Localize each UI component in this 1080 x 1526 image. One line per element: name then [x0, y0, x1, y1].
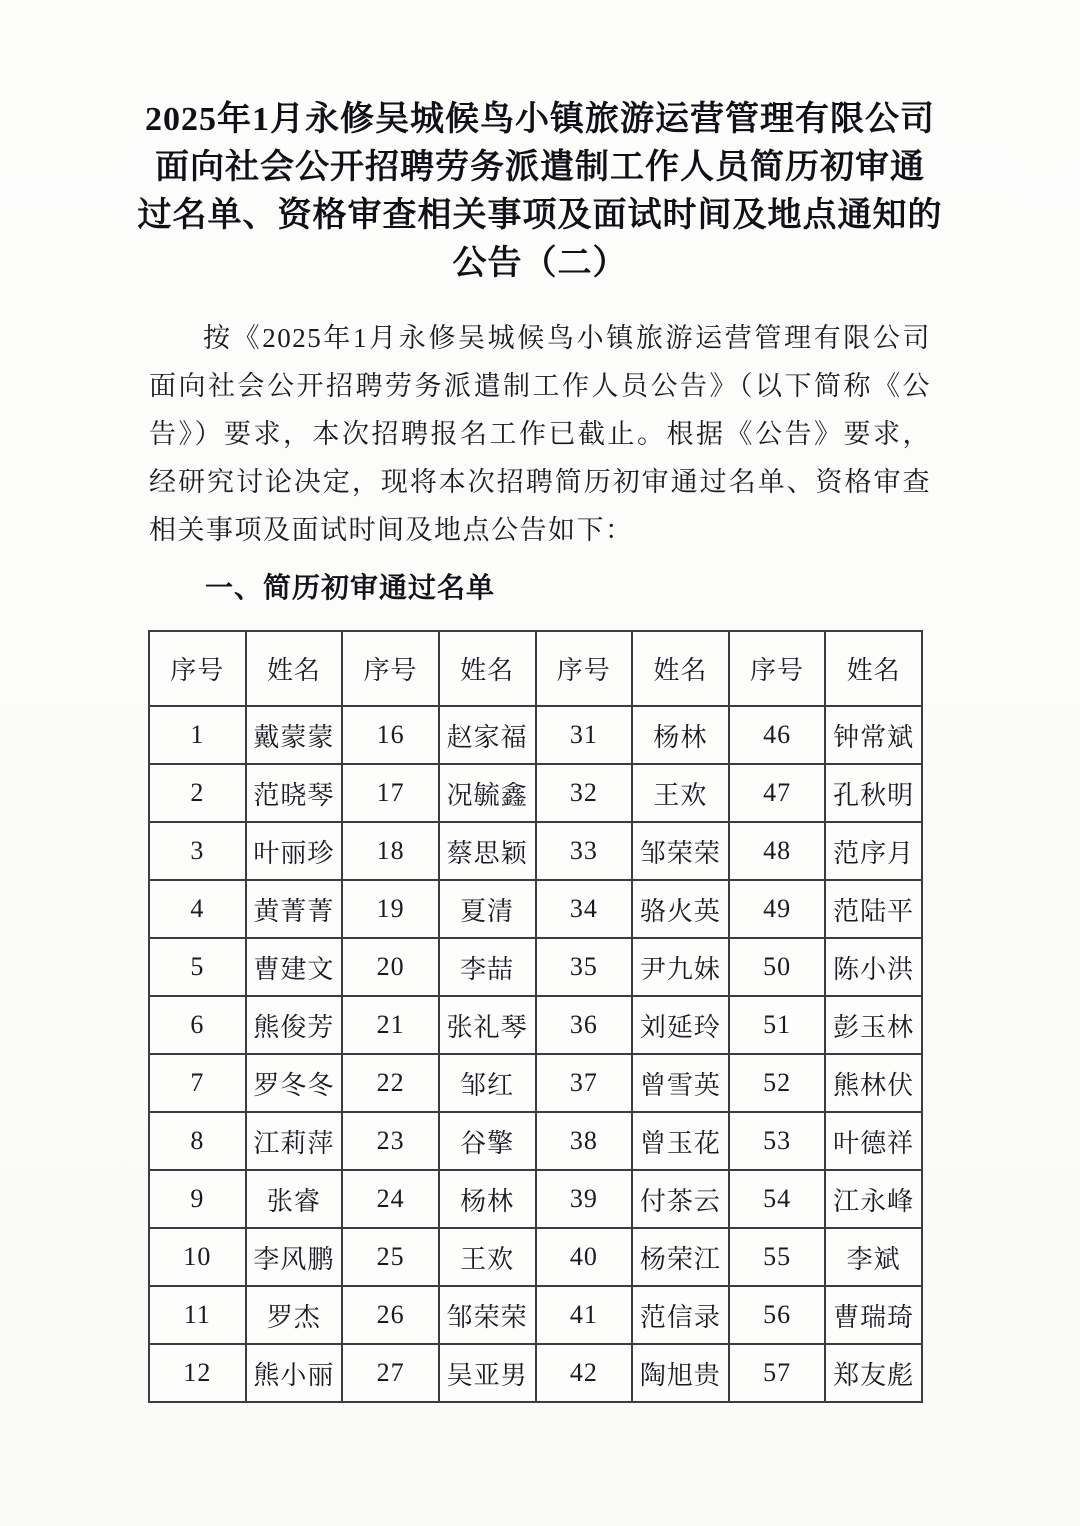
name-cell: 尹九妹	[632, 938, 729, 996]
name-cell: 谷擎	[439, 1112, 536, 1170]
serial-cell: 27	[342, 1344, 439, 1402]
name-cell: 曾玉花	[632, 1112, 729, 1170]
serial-cell: 49	[729, 880, 826, 938]
serial-cell: 5	[149, 938, 246, 996]
table-row	[149, 1112, 922, 1170]
serial-cell: 11	[149, 1286, 246, 1344]
name-cell: 刘延玲	[632, 996, 729, 1054]
name-cell: 骆火英	[632, 880, 729, 938]
name-cell: 叶丽珍	[246, 822, 343, 880]
serial-cell: 20	[342, 938, 439, 996]
serial-cell: 54	[729, 1170, 826, 1228]
name-cell: 范序月	[825, 822, 922, 880]
serial-cell: 46	[729, 706, 826, 764]
name-cell: 熊林伏	[825, 1054, 922, 1112]
serial-cell: 1	[149, 706, 246, 764]
serial-cell: 19	[342, 880, 439, 938]
name-cell: 王欢	[439, 1228, 536, 1286]
name-cell: 吴亚男	[439, 1344, 536, 1402]
name-cell: 江莉萍	[246, 1112, 343, 1170]
serial-cell: 12	[149, 1344, 246, 1402]
serial-cell: 40	[536, 1228, 633, 1286]
name-cell: 罗冬冬	[246, 1054, 343, 1112]
name-cell: 邹荣荣	[632, 822, 729, 880]
serial-cell: 26	[342, 1286, 439, 1344]
serial-cell: 10	[149, 1228, 246, 1286]
table-row	[149, 996, 922, 1054]
header-name-3: 姓名	[632, 631, 729, 706]
serial-cell: 47	[729, 764, 826, 822]
serial-cell: 21	[342, 996, 439, 1054]
name-cell: 熊小丽	[246, 1344, 343, 1402]
name-cell: 陶旭贵	[632, 1344, 729, 1402]
serial-cell: 57	[729, 1344, 826, 1402]
name-cell: 张礼琴	[439, 996, 536, 1054]
serial-cell: 6	[149, 996, 246, 1054]
name-cell: 熊俊芳	[246, 996, 343, 1054]
name-cell: 钟常斌	[825, 706, 922, 764]
name-cell: 黄菁菁	[246, 880, 343, 938]
name-cell: 孔秋明	[825, 764, 922, 822]
serial-cell: 22	[342, 1054, 439, 1112]
name-cell: 曾雪英	[632, 1054, 729, 1112]
name-cell: 夏清	[439, 880, 536, 938]
name-cell: 曹建文	[246, 938, 343, 996]
name-cell: 范信录	[632, 1286, 729, 1344]
serial-cell: 55	[729, 1228, 826, 1286]
serial-cell: 8	[149, 1112, 246, 1170]
serial-cell: 36	[536, 996, 633, 1054]
title-line-4: 公告（二）	[452, 245, 628, 282]
name-cell: 罗杰	[246, 1286, 343, 1344]
name-cell: 张睿	[246, 1170, 343, 1228]
name-cell: 彭玉林	[825, 996, 922, 1054]
name-cell: 曹瑞琦	[825, 1286, 922, 1344]
table-row	[149, 880, 922, 938]
serial-cell: 39	[536, 1170, 633, 1228]
name-cell: 况毓鑫	[439, 764, 536, 822]
section1-heading: 一、简历初审通过名单	[205, 572, 496, 603]
name-cell: 王欢	[632, 764, 729, 822]
name-cell: 江永峰	[825, 1170, 922, 1228]
serial-cell: 56	[729, 1286, 826, 1344]
name-cell: 郑友彪	[825, 1344, 922, 1402]
serial-cell: 51	[729, 996, 826, 1054]
header-name-2: 姓名	[439, 631, 536, 706]
name-cell: 赵家福	[439, 706, 536, 764]
header-serial-1: 序号	[149, 631, 246, 706]
serial-cell: 18	[342, 822, 439, 880]
serial-cell: 38	[536, 1112, 633, 1170]
table-row	[149, 1344, 922, 1402]
serial-cell: 9	[149, 1170, 246, 1228]
table-row	[149, 706, 922, 764]
header-serial-3: 序号	[536, 631, 633, 706]
serial-cell: 2	[149, 764, 246, 822]
name-cell: 叶德祥	[825, 1112, 922, 1170]
name-cell: 李风鹏	[246, 1228, 343, 1286]
serial-cell: 24	[342, 1170, 439, 1228]
title-line-2: 面向社会公开招聘劳务派遣制工作人员简历初审通	[155, 149, 925, 186]
serial-cell: 25	[342, 1228, 439, 1286]
serial-cell: 48	[729, 822, 826, 880]
intro-paragraph: 按《2025年1月永修吴城候鸟小镇旅游运营管理有限公司面向社会公开招聘劳务派遣制工作人员公告》（以下简称《公告》）要求，本次招聘报名工作已截止。根据《公告》要求，经研究讨论决定，现将本次招聘简历初审通过名单、资格审查相关事项及面试时间及地点公告如下：	[149, 323, 931, 545]
serial-cell: 50	[729, 938, 826, 996]
header-name-1: 姓名	[246, 631, 343, 706]
serial-cell: 34	[536, 880, 633, 938]
serial-cell: 53	[729, 1112, 826, 1170]
name-cell: 邹红	[439, 1054, 536, 1112]
name-cell: 范陆平	[825, 880, 922, 938]
serial-cell: 35	[536, 938, 633, 996]
serial-cell: 4	[149, 880, 246, 938]
table-row	[149, 938, 922, 996]
name-cell: 李斌	[825, 1228, 922, 1286]
name-cell: 戴蒙蒙	[246, 706, 343, 764]
table-header-row	[149, 631, 922, 706]
name-cell: 范晓琴	[246, 764, 343, 822]
name-cell: 邹荣荣	[439, 1286, 536, 1344]
document-title	[100, 96, 980, 288]
name-cell: 蔡思颖	[439, 822, 536, 880]
serial-cell: 3	[149, 822, 246, 880]
serial-cell: 33	[536, 822, 633, 880]
name-cell: 杨林	[439, 1170, 536, 1228]
name-cell: 杨林	[632, 706, 729, 764]
title-line-1: 2025年1月永修吴城候鸟小镇旅游运营管理有限公司	[145, 101, 935, 138]
name-cell: 付茶云	[632, 1170, 729, 1228]
serial-cell: 41	[536, 1286, 633, 1344]
header-serial-2: 序号	[342, 631, 439, 706]
header-name-4: 姓名	[825, 631, 922, 706]
name-cell: 杨荣江	[632, 1228, 729, 1286]
title-line-3: 过名单、资格审查相关事项及面试时间及地点通知的	[137, 197, 943, 234]
serial-cell: 17	[342, 764, 439, 822]
table-row	[149, 1170, 922, 1228]
table-row	[149, 764, 922, 822]
table-row	[149, 1054, 922, 1112]
roster-table	[148, 630, 923, 1403]
name-cell: 陈小洪	[825, 938, 922, 996]
table-row	[149, 1228, 922, 1286]
table-row	[149, 822, 922, 880]
serial-cell: 31	[536, 706, 633, 764]
serial-cell: 7	[149, 1054, 246, 1112]
serial-cell: 52	[729, 1054, 826, 1112]
serial-cell: 32	[536, 764, 633, 822]
serial-cell: 23	[342, 1112, 439, 1170]
serial-cell: 37	[536, 1054, 633, 1112]
serial-cell: 42	[536, 1344, 633, 1402]
name-cell: 李喆	[439, 938, 536, 996]
serial-cell: 16	[342, 706, 439, 764]
table-row	[149, 1286, 922, 1344]
header-serial-4: 序号	[729, 631, 826, 706]
